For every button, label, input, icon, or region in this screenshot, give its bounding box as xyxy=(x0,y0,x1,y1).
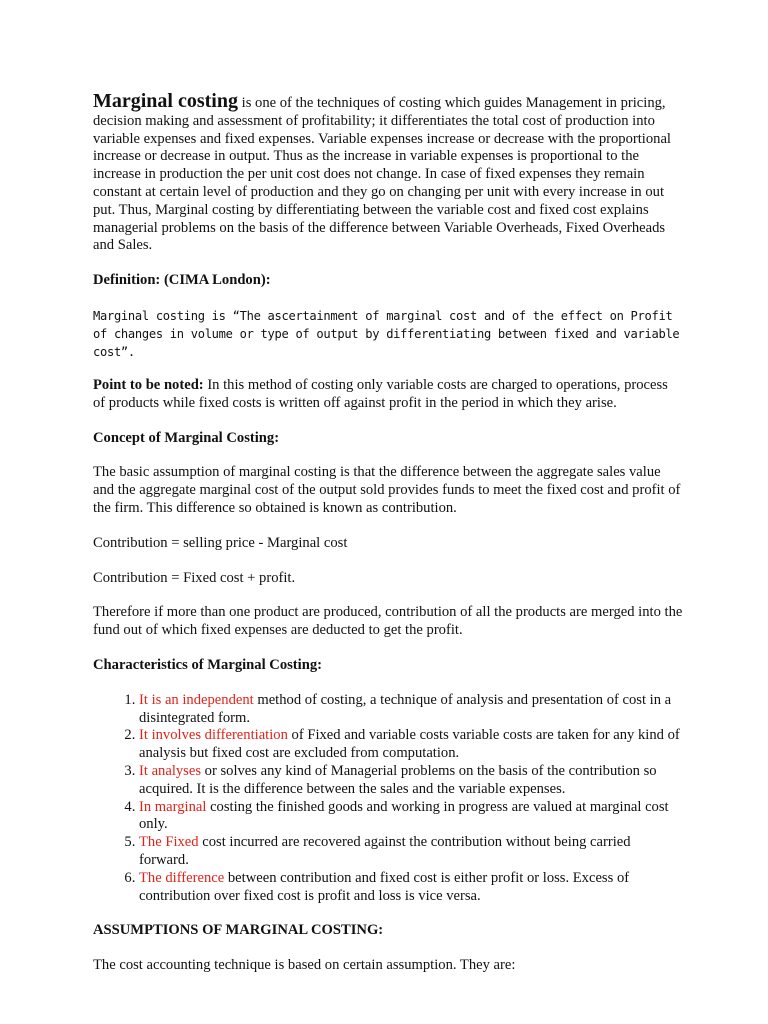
list-item xyxy=(139,727,683,763)
list-item xyxy=(139,870,683,906)
item-highlight: The difference xyxy=(139,869,225,886)
assumptions-heading: ASSUMPTIONS OF MARGINAL COSTING: xyxy=(93,922,384,939)
characteristics-heading: Characteristics of Marginal Costing: xyxy=(93,656,322,673)
intro-text: is one of the techniques of costing which guides Management in pricing, decision making and assessment of profitability; it differentiates the total cost of production into variable expenses and fixed expenses. Variable expenses increase or decrease with the proportional increase or decrease in output. Thus as the increase in variable expenses is proportional to the increase in production the per unit cost does not change. In case of fixed expenses they remain constant at certain level of production and they go on changing per unit with every increase in out put. Thus, Marginal costing by differentiating between the variable cost and fixed cost explains managerial problems on the basis of the difference between Variable Overheads, Fixed Overheads and Sales. xyxy=(93,95,671,254)
note-label: Point to be noted: xyxy=(93,376,204,393)
definition-text: Marginal costing is “The ascertainment of marginal cost and of the effect on Profit of changes in volume or type of output by differentiating between fixed and variable cost”. xyxy=(93,308,680,359)
contribution-formula-1: Contribution = selling price - Marginal cost xyxy=(93,534,348,551)
document-body xyxy=(93,90,683,992)
intro-term: Marginal costing xyxy=(93,90,238,112)
definition-heading: Definition: (CIMA London): xyxy=(93,272,271,289)
contribution-formula-2: Contribution = Fixed cost + profit. xyxy=(93,569,296,586)
item-text: cost incurred are recovered against the contribution without being carried forward. xyxy=(139,834,631,868)
note-paragraph xyxy=(93,377,683,413)
list-item xyxy=(139,763,683,799)
item-highlight: In marginal xyxy=(139,798,207,815)
item-highlight: It is an independent xyxy=(139,691,254,708)
item-highlight: The Fixed xyxy=(139,834,199,851)
concept-heading: Concept of Marginal Costing: xyxy=(93,429,280,446)
concept-paragraph-2: Therefore if more than one product are produced, contribution of all the products are merged into the fund out of which fixed expenses are deducted to get the profit. xyxy=(93,604,683,639)
item-text: costing the finished goods and working in progress are valued at marginal cost only. xyxy=(139,798,669,833)
intro-paragraph xyxy=(93,90,683,255)
characteristics-list xyxy=(93,692,683,906)
item-text: between contribution and fixed cost is either profit or loss. Excess of contribution over fixed cost is profit and loss is vice versa. xyxy=(139,869,630,904)
item-highlight: It involves differentiation xyxy=(139,727,288,744)
list-item xyxy=(139,799,683,835)
assumptions-text: The cost accounting technique is based on certain assumption. They are: xyxy=(93,957,516,974)
item-text: or solves any kind of Managerial problems on the basis of the contribution so acquired. It is the difference between the sales and the variable expenses. xyxy=(139,762,657,797)
item-text: method of costing, a technique of analysis and presentation of cost in a disintegrated form. xyxy=(139,691,672,726)
note-text: In this method of costing only variable costs are charged to operations, process of products while fixed costs is written off against profit in the period in which they arise. xyxy=(93,376,668,411)
item-text: of Fixed and variable costs variable costs are taken for any kind of analysis but fixed cost are excluded from computation. xyxy=(139,727,680,762)
list-item xyxy=(139,692,683,728)
list-item xyxy=(139,834,683,870)
item-highlight: It analyses xyxy=(139,762,202,779)
concept-paragraph: The basic assumption of marginal costing is that the difference between the aggregate sales value and the aggregate marginal cost of the output sold provides funds to meet the fixed cost and profit of the firm. This difference so obtained is known as contribution. xyxy=(93,464,681,516)
